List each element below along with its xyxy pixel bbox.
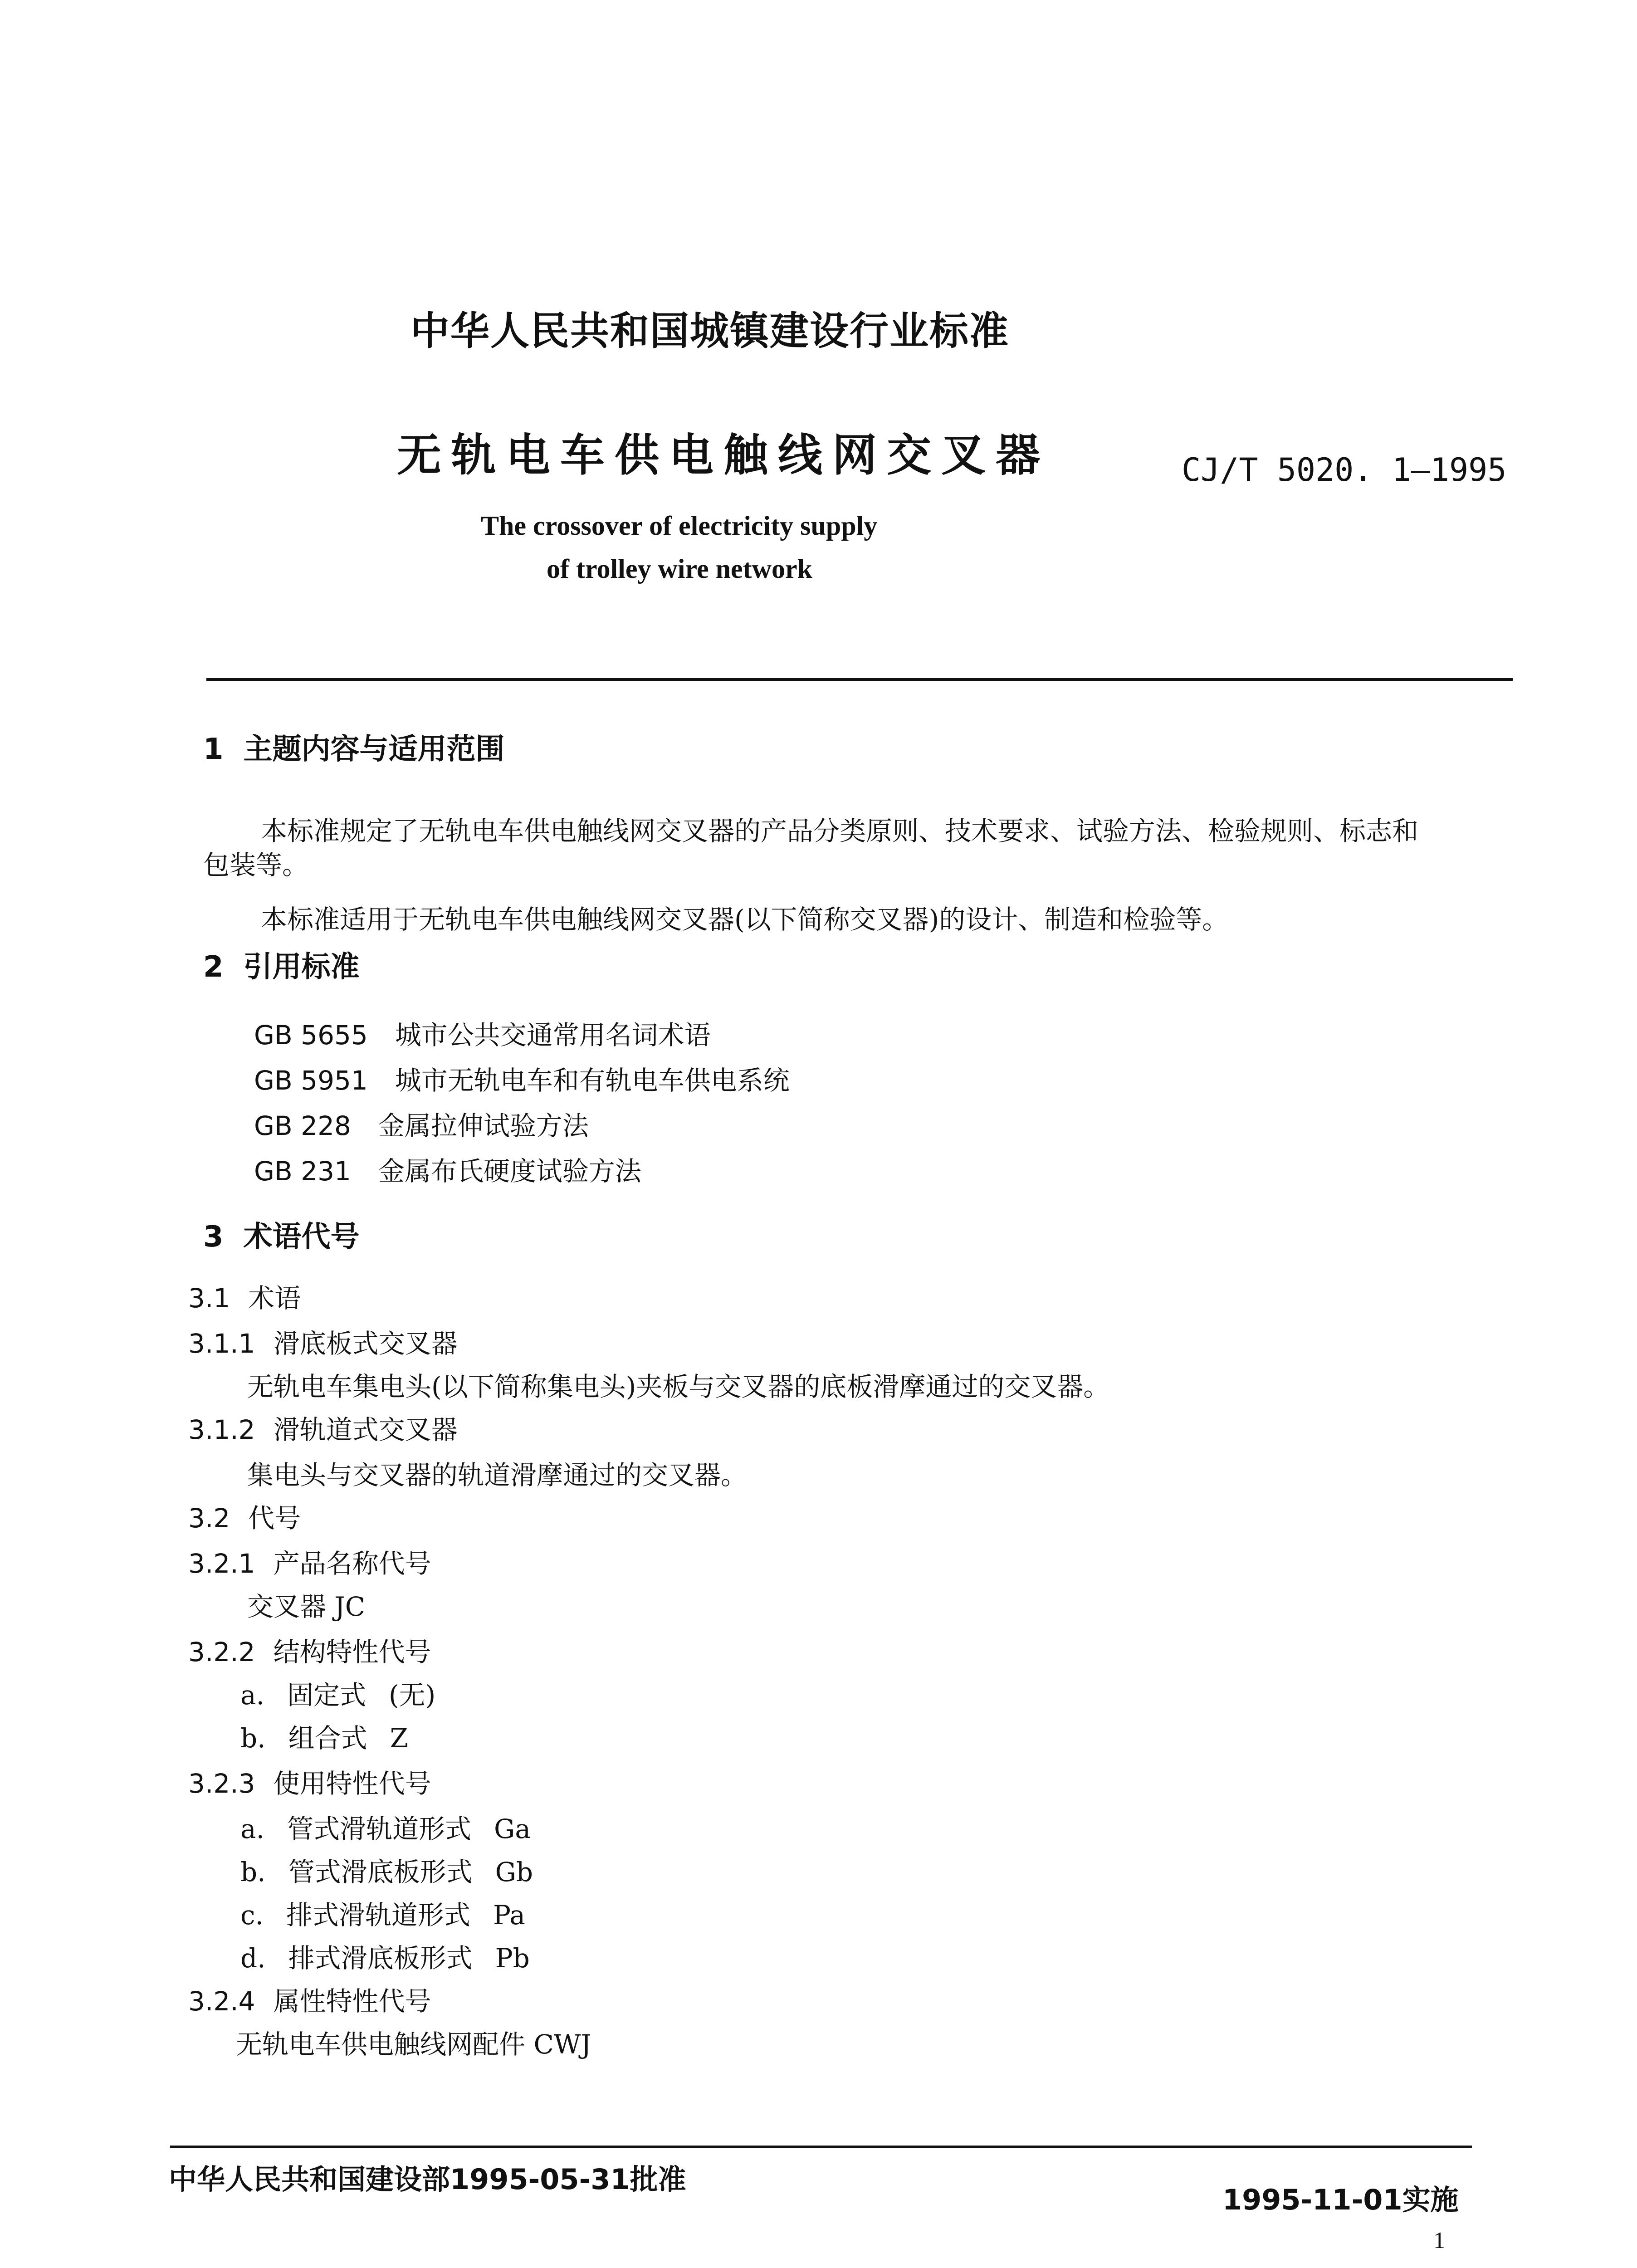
reference-code: GB 228 [254,1110,351,1141]
list-item-code: Ga [494,1813,531,1844]
subsection-3-1-2-text: 集电头与交叉器的轨道滑摩通过的交叉器。 [247,1460,748,1491]
list-item-label: c. [240,1900,264,1931]
subsection-title: 滑底板式交叉器 [273,1328,458,1359]
subsection-number: 3.2.2 [188,1637,255,1667]
english-title-line-1: The crossover of electricity supply [481,511,878,541]
list-item-code: Z [390,1723,408,1754]
section-1-heading [203,726,505,767]
subsection-3-2-2 [188,1631,431,1669]
list-item-name: 固定式 [287,1680,366,1711]
english-title-line-2: of trolley wire network [547,554,812,584]
reference-item [254,1014,711,1052]
list-item [240,1674,435,1712]
reference-code: GB 5951 [254,1065,368,1096]
subsection-number: 3.1 [188,1283,230,1314]
subsection-number: 3.1.1 [188,1328,255,1359]
list-item-label: b. [240,1723,266,1754]
subsection-3-2 [188,1497,301,1535]
list-item-code: (无) [389,1680,436,1711]
list-item-label: a. [240,1813,265,1844]
list-item-name: 管式滑轨道形式 [287,1813,472,1844]
list-item [240,1851,533,1889]
section-1-title: 主题内容与适用范围 [243,733,505,766]
subsection-3-2-1 [188,1542,431,1580]
reference-item [254,1150,641,1188]
subsection-3-1-1-text: 无轨电车集电头(以下简称集电头)夹板与交叉器的底板滑摩通过的交叉器。 [247,1371,1110,1402]
subsection-3-2-3 [188,1762,431,1800]
list-item [240,1717,408,1755]
issuing-organization: 中华人民共和国城镇建设行业标准 [410,308,1009,354]
list-item-code: Pb [495,1943,530,1974]
standard-code: CJ/T 5020. 1—1995 [1182,451,1507,489]
attribute-code: 无轨电车供电触线网配件 CWJ [236,2029,591,2060]
list-item [240,1808,531,1846]
section-1-para-1-line-2: 包装等。 [203,850,309,880]
list-item [240,1937,530,1975]
reference-item [254,1105,589,1143]
list-item-code: Pa [493,1900,525,1931]
page-number: 1 [1433,2228,1445,2253]
subsection-number: 3.1.2 [188,1414,255,1445]
section-3-heading [203,1213,360,1255]
list-item [240,1894,525,1932]
reference-name: 金属布氏硬度试验方法 [378,1156,641,1187]
list-item-label: d. [240,1943,266,1974]
list-item-name: 组合式 [288,1723,367,1754]
document-title: 无轨电车供电触线网交叉器 [397,430,1051,481]
section-1-para-2: 本标准适用于无轨电车供电触线网交叉器(以下简称交叉器)的设计、制造和检验等。 [261,904,1229,935]
section-1-number: 1 [203,733,224,766]
subsection-3-1 [188,1277,301,1315]
section-2-number: 2 [203,950,224,984]
subsection-title: 使用特性代号 [273,1768,431,1799]
subsection-title: 结构特性代号 [273,1637,431,1667]
subsection-title: 产品名称代号 [273,1548,431,1579]
implementation-date: 1995-11-01实施 [1222,2183,1459,2216]
subsection-number: 3.2.3 [188,1768,255,1799]
reference-name: 城市无轨电车和有轨电车供电系统 [395,1065,790,1096]
list-item-name: 排式滑轨道形式 [286,1900,470,1931]
list-item-label: a. [240,1680,265,1711]
list-item-label: b. [240,1857,266,1887]
section-3-number: 3 [203,1220,224,1254]
reference-code: GB 231 [254,1156,351,1187]
subsection-number: 3.2 [188,1503,230,1534]
subsection-title: 代号 [248,1503,301,1534]
product-name-code: 交叉器 JC [247,1591,366,1622]
subsection-number: 3.2.1 [188,1548,255,1579]
reference-item [254,1059,790,1097]
subsection-title: 术语 [248,1283,301,1314]
subsection-3-1-2 [188,1408,458,1447]
approval-statement: 中华人民共和国建设部1995-05-31批准 [169,2163,686,2196]
section-2-heading [203,943,360,985]
section-1-para-1-line-1: 本标准规定了无轨电车供电触线网交叉器的产品分类原则、技术要求、试验方法、检验规则、标志和 [261,816,1419,846]
subsection-title: 滑轨道式交叉器 [273,1414,458,1445]
subsection-number: 3.2.4 [188,1986,255,2017]
list-item-name: 排式滑底板形式 [288,1943,473,1974]
reference-name: 金属拉伸试验方法 [378,1110,589,1141]
list-item-name: 管式滑底板形式 [288,1857,473,1887]
list-item-code: Gb [495,1857,533,1887]
subsection-title: 属性特性代号 [273,1986,431,2017]
subsection-3-1-1 [188,1322,458,1360]
reference-code: GB 5655 [254,1020,368,1051]
subsection-3-2-4 [188,1980,431,2018]
header-divider [206,678,1513,681]
footer-divider [170,2146,1472,2148]
section-2-title: 引用标准 [243,950,360,984]
section-3-title: 术语代号 [243,1220,360,1254]
reference-name: 城市公共交通常用名词术语 [395,1020,711,1051]
